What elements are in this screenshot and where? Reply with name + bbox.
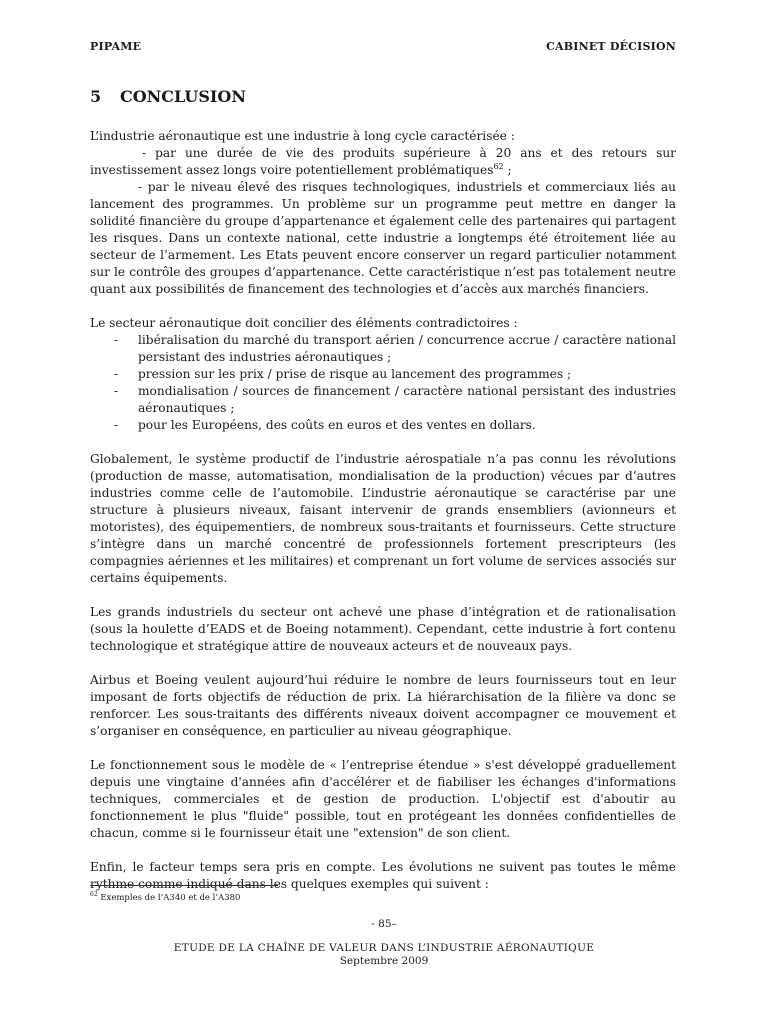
list-item bbox=[90, 383, 676, 417]
para1-intro: L’industrie aéronautique est une industrie à long cycle caractérisée : bbox=[90, 129, 515, 143]
contradictions-list bbox=[90, 332, 676, 434]
para3: Globalement, le système productif de l’industrie aérospatiale n’a pas connu les révolutions (production de masse, automatisation, mondialisation de la production) vécues par d’autres industries comme celle de l’automobile. L’industrie aéronautique se caractérise par une structure à plusieurs niveaux, faisant intervenir de grands ensembliers (avionneurs et motoristes), des équipementiers, de nombreux sous-traitants et fournisseurs. Cette structure s’intègre dans un marché concentré de professionnels fortement prescripteurs (les compagnies aériennes et les militaires) et comprenant un fort volume de services associés sur certains équipements. bbox=[90, 452, 676, 585]
para5: Airbus et Boeing veulent aujourd’hui réduire le nombre de leurs fournisseurs tout en leur imposant de forts objectifs de réduction de prix. La hiérarchisation de la filière va donc se renforcer. Les sous-traitants des différents niveaux doivent accompagner ce mouvement et s’organiser en conséquence, en particulier au niveau géographique. bbox=[90, 673, 676, 738]
header-right: CABINET DÉCISION bbox=[546, 40, 676, 53]
page-number: - 85– bbox=[371, 918, 397, 930]
list-dash: - bbox=[114, 333, 119, 347]
para1-item2: - par le niveau élevé des risques technologiques, industriels et commerciaux liés au lancement des programmes. Un problème sur un programme peut mettre en danger la solidité financière du groupe d’appartenance et également celle des partenaires qui partagent les risques. Dans un contexte national, cette industrie a longtemps été étroitement liée au secteur de l’armement. Les Etats peuvent encore conserver un regard particulier notamment sur le contrôle des groupes d’appartenance. Cette caractéristique n’est pas totalement neutre quant aux possibilités de financement des technologies et d’accès aux marchés financiers. bbox=[90, 180, 676, 296]
para1-item1-end: ; bbox=[503, 163, 512, 177]
section-heading bbox=[90, 87, 246, 106]
footnote-divider bbox=[90, 885, 278, 886]
list-item bbox=[90, 417, 676, 434]
footnote-text: Exemples de l’A340 et de l’A380 bbox=[97, 893, 241, 903]
list-item-text: pour les Européens, des coûts en euros et des ventes en dollars. bbox=[138, 418, 536, 432]
section-title: CONCLUSION bbox=[120, 87, 246, 106]
footer-date: Septembre 2009 bbox=[339, 955, 429, 967]
para4: Les grands industriels du secteur ont achevé une phase d’intégration et de rationalisation (sous la houlette d’EADS et de Boeing notamment). Cependant, cette industrie à fort contenu technologique et stratégique attire de nouveaux acteurs et de nouveaux pays. bbox=[90, 605, 676, 653]
list-item bbox=[90, 366, 676, 383]
list-item-text: mondialisation / sources de financement / caractère national persistant des industries aéronautiques ; bbox=[138, 384, 676, 415]
list-item-text: libéralisation du marché du transport aérien / concurrence accrue / caractère national persistant des industries aéronautiques ; bbox=[138, 333, 676, 364]
document-body bbox=[90, 128, 676, 893]
list-item bbox=[90, 332, 676, 366]
para1-item1 bbox=[90, 145, 676, 179]
para6: Le fonctionnement sous le modèle de « l’entreprise étendue » s'est développé graduellement depuis une vingtaine d'années afin d'accélérer et de fiabiliser les échanges d'informations techniques, commerciales et de gestion de production. L'objectif est d'aboutir au fonctionnement le plus "fluide" possible, tout en protégeant les données confidentielles de chacun, comme si le fournisseur était une "extension" de son client. bbox=[90, 758, 676, 840]
list-dash: - bbox=[114, 384, 119, 398]
para2-intro: Le secteur aéronautique doit concilier des éléments contradictoires : bbox=[90, 316, 518, 330]
footer-title: ETUDE DE LA CHAÎNE DE VALEUR DANS L’INDUSTRIE AÉRONAUTIQUE bbox=[173, 942, 595, 954]
para1-item1-text: - par une durée de vie des produits supérieure à 20 ans et des retours sur investissement assez longs voire potentiellement problématiques bbox=[90, 146, 676, 177]
header-left: PIPAME bbox=[90, 40, 142, 53]
section-number: 5 bbox=[90, 87, 102, 106]
footnote-ref: 62 bbox=[493, 161, 504, 171]
footnote bbox=[90, 893, 240, 903]
list-item-text: pression sur les prix / prise de risque au lancement des programmes ; bbox=[138, 367, 572, 381]
list-dash: - bbox=[114, 367, 119, 381]
para7: Enfin, le facteur temps sera pris en compte. Les évolutions ne suivent pas toutes le même rythme comme indiqué dans les quelques exemples qui suivent : bbox=[90, 860, 676, 891]
footnote-number: 62 bbox=[90, 891, 98, 899]
list-dash: - bbox=[114, 418, 119, 432]
